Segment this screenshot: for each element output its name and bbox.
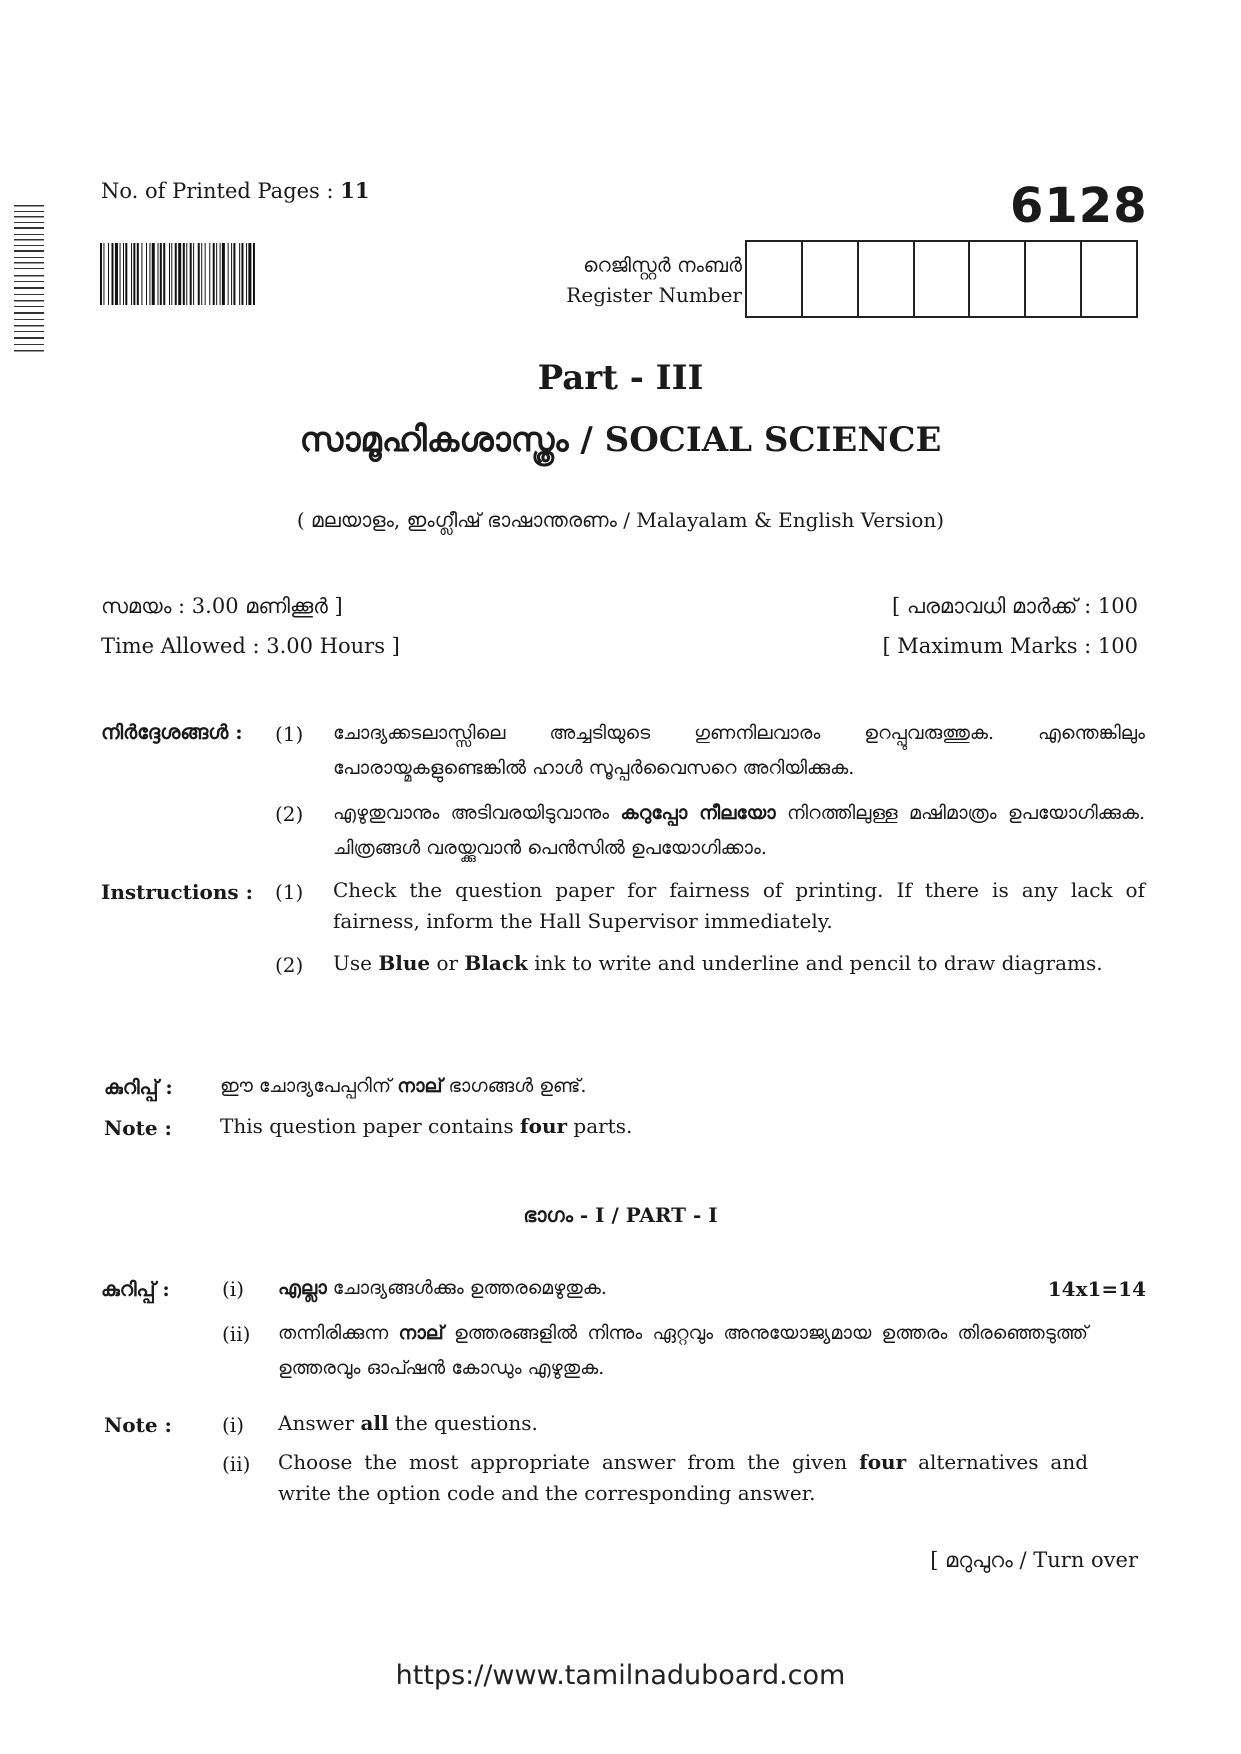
instruction-en-number: (1) <box>275 880 304 904</box>
barcode-bar <box>100 243 102 305</box>
part-one-en-text <box>278 1408 1098 1439</box>
barcode-bar <box>141 243 142 305</box>
barcode-bar <box>209 243 210 305</box>
text-segment: ink to write and underline and pencil to draw diagrams. <box>527 951 1103 975</box>
text-segment: ഉത്തരങ്ങളിൽ നിന്നും ഏറ്റവും അനുയോജ്യമായ ഉത്തരം തിരഞ്ഞെടുത്ത് ഉത്തരവും ഓപ്ഷൻ കോഡും എഴുതുക. <box>278 1322 1088 1379</box>
register-digit-box[interactable] <box>857 242 913 316</box>
instruction-en-number: (2) <box>275 953 304 977</box>
instruction-en-text <box>333 948 1145 979</box>
part-one-ml-text <box>278 1271 898 1306</box>
printed-pages-label: No. of Printed Pages : <box>101 179 334 203</box>
text-segment: Choose the most appropriate answer from the given <box>278 1450 860 1474</box>
register-digit-box[interactable] <box>747 242 801 316</box>
note-en-label: Note : <box>104 1116 172 1140</box>
barcode-bar <box>120 243 121 305</box>
barcode-bar <box>158 243 159 305</box>
barcode-bar <box>201 243 202 305</box>
text-segment: parts. <box>567 1114 633 1138</box>
footer-url[interactable]: https://www.tamilnaduboard.com <box>395 1660 846 1691</box>
text-segment: Use <box>333 951 379 975</box>
part-one-marks: 14x1=14 <box>1047 1277 1146 1301</box>
barcode-bar <box>186 243 187 305</box>
barcode-bar <box>241 243 243 305</box>
barcode-bar <box>198 243 200 305</box>
part-one-heading: ഭാഗം - I / PART - I <box>523 1203 718 1227</box>
barcode-bar <box>160 243 162 305</box>
barcode-bar <box>178 243 181 305</box>
part-one-en-text <box>278 1447 1088 1509</box>
barcode-bar <box>169 243 170 305</box>
text-segment: ചോദ്യങ്ങൾക്കും ഉത്തരമെഴുതുക. <box>326 1277 607 1299</box>
register-digit-box[interactable] <box>968 242 1024 316</box>
barcode-bar <box>103 243 104 305</box>
barcode-bar <box>149 243 150 305</box>
barcode-bar <box>205 243 206 305</box>
side-barcode-image <box>14 205 44 353</box>
barcode-image <box>100 243 392 305</box>
barcode-bar <box>246 243 247 305</box>
register-number-label-ml: റെജിസ്റ്റർ നംബർ <box>583 253 742 277</box>
barcode-bar <box>248 243 251 305</box>
turn-over: [ മറുപുറം / Turn over <box>930 1548 1138 1572</box>
barcode-bar <box>112 243 114 305</box>
instruction-ml-number: (2) <box>275 802 304 826</box>
printed-pages <box>101 178 370 203</box>
barcode-bar <box>233 243 235 305</box>
emphasis-text: നാല് <box>397 1075 443 1097</box>
maximum-marks-en: [ Maximum Marks : 100 <box>882 634 1138 658</box>
barcode-bar <box>137 243 139 305</box>
printed-pages-value: 11 <box>340 178 370 203</box>
emphasis-text: കറുപ്പോ നീലയോ <box>620 802 776 824</box>
barcode-bar <box>115 243 118 305</box>
instruction-ml-text: ചോദ്യക്കടലാസ്സിലെ അച്ചടിയുടെ ഗുണനിലവാരം ഉറപ്പുവരുത്തുക. എന്തെങ്കിലും പോരായ്മകളുണ്ടെങ്കിൽ ഹാൾ സൂപ്പർവൈസറെ അറിയിക്കുക. <box>333 722 1145 779</box>
register-digit-box[interactable] <box>1024 242 1080 316</box>
register-number-label <box>520 250 742 310</box>
emphasis-text: all <box>360 1411 389 1435</box>
barcode-bar <box>220 243 221 305</box>
paper-code: 6128 <box>1010 178 1148 234</box>
barcode-bar <box>213 243 215 305</box>
barcode-bar <box>131 243 132 305</box>
note-ml-text <box>220 1069 586 1104</box>
barcode-bar <box>216 243 217 305</box>
barcode-bar <box>231 243 232 305</box>
version-line: ( മലയാളം, ഇംഗ്ലീഷ് ഭാഷാന്തരണം / Malayalam & English Version) <box>296 508 945 532</box>
part-one-note-en-label: Note : <box>104 1413 172 1437</box>
emphasis-text: നാല് <box>398 1322 444 1344</box>
barcode-bar <box>125 243 127 305</box>
part-one-ml-number: (i) <box>222 1277 245 1301</box>
instructions-en-label: Instructions : <box>101 880 253 904</box>
register-digit-box[interactable] <box>801 242 857 316</box>
part-one-en-number: (ii) <box>222 1452 251 1476</box>
emphasis-text: Black <box>464 951 528 975</box>
text-segment: തന്നിരിക്കുന്ന <box>278 1322 399 1344</box>
barcode-bar <box>228 243 229 305</box>
text-segment: നിറത്തിലുള്ള മഷിമാത്രം ഉപയോഗിക്കുക. ചിത്രങ്ങൾ വരയ്ക്കുവാൻ പെൻസിൽ ഉപയോഗിക്കാം. <box>333 802 1145 859</box>
text-segment: എഴുതുവാനും അടിവരയിടുവാനും <box>333 802 621 824</box>
part-one-ml-number: (ii) <box>222 1322 251 1346</box>
barcode-bar <box>146 243 147 305</box>
barcode-bar <box>171 243 172 305</box>
register-digit-box[interactable] <box>1080 242 1136 316</box>
note-ml-label: കുറിപ്പ് : <box>104 1075 173 1099</box>
instruction-ml-text <box>333 796 1145 866</box>
text-segment: or <box>430 951 465 975</box>
time-allowed-ml: സമയം : 3.00 മണിക്കൂർ ] <box>101 594 343 618</box>
barcode-bar <box>133 243 135 305</box>
text-segment: ഈ ചോദ്യപേപ്പറിന് <box>220 1075 398 1097</box>
emphasis-text: Blue <box>378 951 431 975</box>
part-title: Part - III <box>537 358 704 398</box>
time-allowed-en: Time Allowed : 3.00 Hours ] <box>101 634 400 658</box>
barcode-bar <box>193 243 194 305</box>
barcode-bar <box>253 243 255 305</box>
barcode-bar <box>222 243 225 305</box>
barcode-bar <box>163 243 165 305</box>
barcode-bar <box>183 243 185 305</box>
register-digit-box[interactable] <box>913 242 969 316</box>
subject-title: സാമൂഹികശാസ്ത്രം / SOCIAL SCIENCE <box>299 420 942 460</box>
register-number-label-en: Register Number <box>566 283 742 307</box>
barcode-bar <box>152 243 155 305</box>
text-segment: Answer <box>278 1411 361 1435</box>
register-number-boxes[interactable] <box>745 240 1138 318</box>
barcode-bar <box>190 243 192 305</box>
text-segment: the questions. <box>388 1411 538 1435</box>
barcode-bar <box>108 243 109 305</box>
instruction-ml-number: (1) <box>275 722 304 746</box>
part-one-note-ml-label: കുറിപ്പ് : <box>101 1277 170 1301</box>
barcode-bar <box>239 243 240 305</box>
note-en-text <box>220 1111 632 1142</box>
text-segment: This question paper contains <box>220 1114 520 1138</box>
text-segment: ഭാഗങ്ങൾ ഉണ്ട്. <box>442 1075 587 1097</box>
maximum-marks-ml: [ പരമാവധി മാർക്ക് : 100 <box>892 594 1138 618</box>
emphasis-text: എല്ലാ <box>278 1277 327 1299</box>
text-segment: alternatives and write the option code and the corresponding answer. <box>278 1450 1089 1505</box>
instructions-ml-label: നിർദ്ദേശങ്ങൾ : <box>101 720 243 744</box>
emphasis-text: four <box>859 1450 907 1474</box>
barcode-bar <box>123 243 124 305</box>
emphasis-text: four <box>520 1114 568 1138</box>
part-one-ml-text <box>278 1316 1088 1386</box>
instruction-en-text: Check the question paper for fairness of printing. If there is any lack of fairness, inform the Hall Supervisor immediately. <box>333 878 1145 933</box>
part-one-en-number: (i) <box>222 1413 245 1437</box>
barcode-bar <box>175 243 177 305</box>
